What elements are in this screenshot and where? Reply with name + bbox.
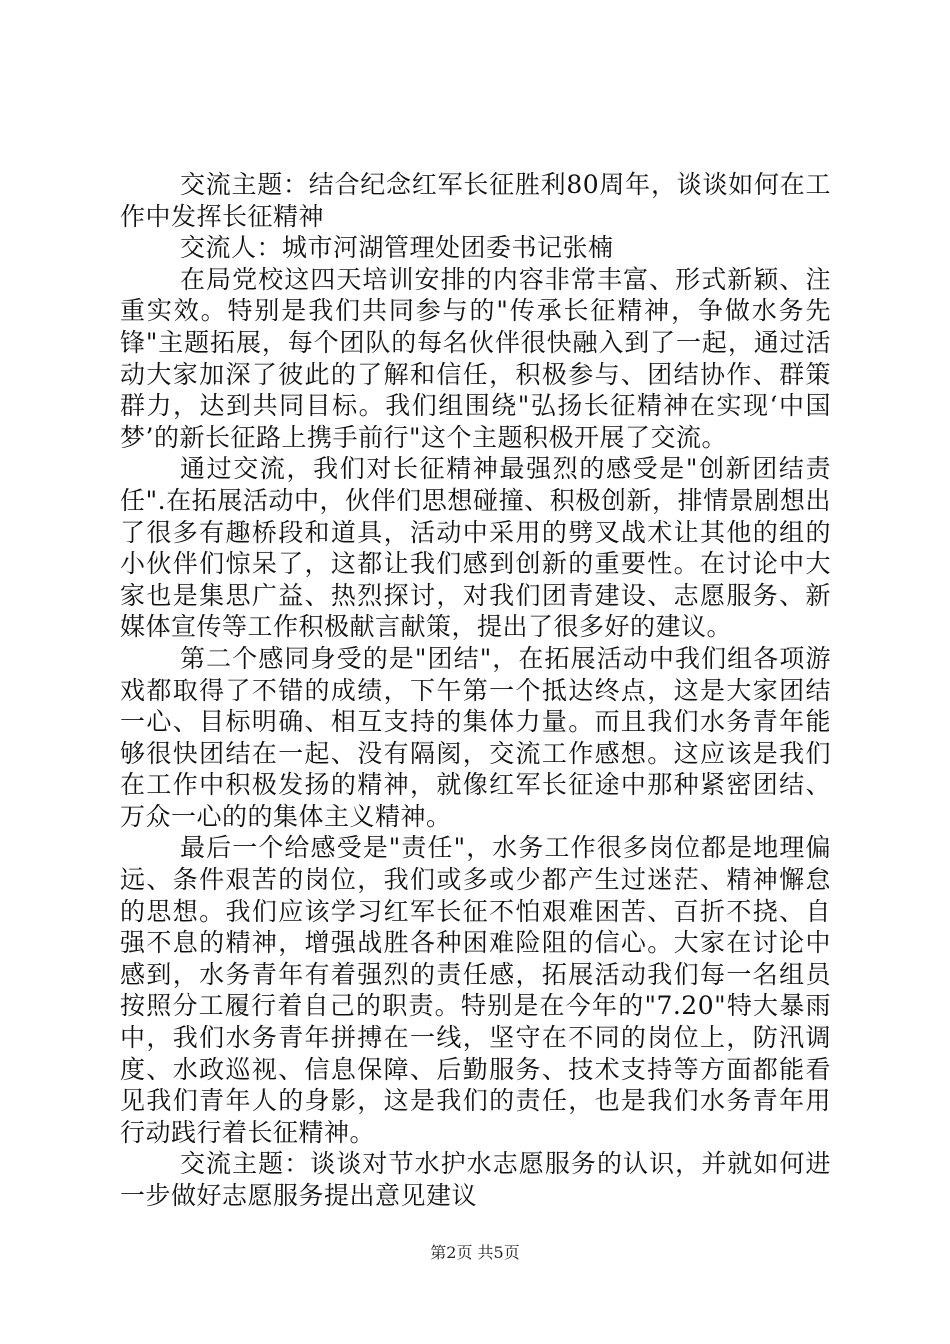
paragraph-body-2: 通过交流，我们对长征精神最强烈的感受是"创新团结责任".在拓展活动中，伙伴们思想碰撞、积极创新，排情景剧想出了很多有趣桥段和道具，活动中采用的劈叉战术让其他的组的小伙伴们惊呆了，这都让我们感到创新的重要性。在讨论中大家也是集思广益、热烈探讨，对我们团青建设、志愿服务、新媒体宣传等工作积极献言献策，提出了很多好的建议。: [120, 454, 831, 642]
document-body: [120, 169, 831, 1212]
paragraph-body-3: 第二个感同身受的是"团结"，在拓展活动中我们组各项游戏都取得了不错的成绩，下午第一个抵达终点，这是大家团结一心、目标明确、相互支持的集体力量。而且我们水务青年能够很快团结在一起、没有隔阂，交流工作感想。这应该是我们在工作中积极发扬的精神，就像红军长征途中那种紧密团结、万众一心的的集体主义精神。: [120, 643, 831, 831]
page-number-footer: 第2页 共5页: [430, 1243, 520, 1262]
paragraph-body-4: 最后一个给感受是"责任"，水务工作很多岗位都是地理偏远、条件艰苦的岗位，我们或多或少都产生过迷茫、精神懈怠的思想。我们应该学习红军长征不怕艰难困苦、百折不挠、自强不息的精神，增强战胜各种困难险阻的信心。大家在讨论中感到，水务青年有着强烈的责任感，拓展活动我们每一名组员按照分工履行着自己的职责。特别是在今年的"7.20"特大暴雨中，我们水务青年拼搏在一线，坚守在不同的岗位上，防汛调度、水政巡视、信息保障、后勤服务、技术支持等方面都能看见我们青年人的身影，这是我们的责任，也是我们水务青年用行动践行着长征精神。: [120, 833, 831, 1147]
paragraph-body-1: 在局党校这四天培训安排的内容非常丰富、形式新颖、注重实效。特别是我们共同参与的"传承长征精神，争做水务先锋"主题拓展，每个团队的每名伙伴很快融入到了一起，通过活动大家加深了彼此的了解和信任，积极参与、团结协作、群策群力，达到共同目标。我们组围绕"弘扬长征精神在实现‘中国梦’的新长征路上携手前行"这个主题积极开展了交流。: [120, 264, 831, 452]
paragraph-speaker: 交流人：城市河湖管理处团委书记张楠: [180, 233, 614, 263]
paragraph-topic-2: 交流主题：谈谈对节水护水志愿服务的认识，并就如何进一步做好志愿服务提出意见建议: [120, 1149, 831, 1210]
paragraph-topic-1: 交流主题：结合纪念红军长征胜利80周年，谈谈如何在工作中发挥长征精神: [120, 170, 831, 231]
